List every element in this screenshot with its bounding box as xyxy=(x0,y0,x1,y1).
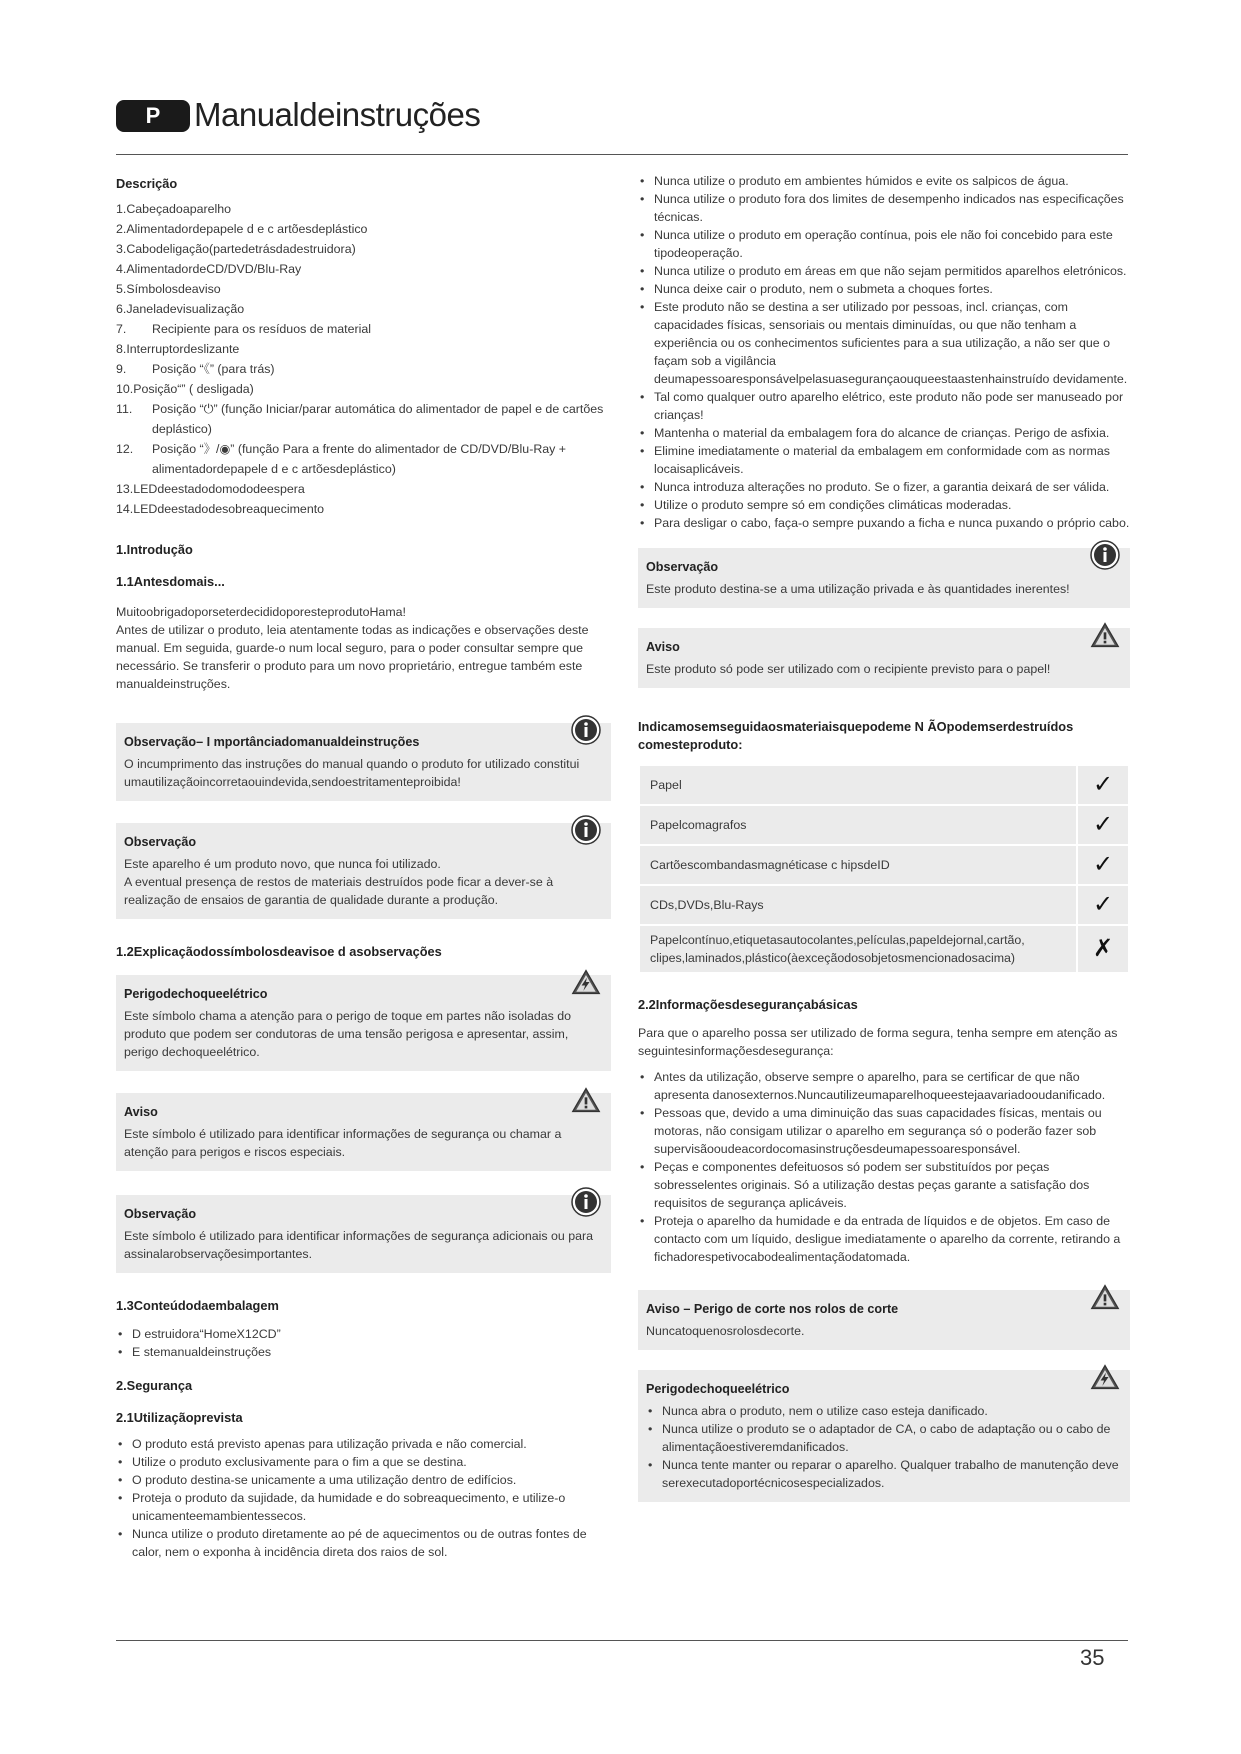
info-icon xyxy=(1090,540,1120,570)
warning-box xyxy=(116,1093,611,1171)
electric-shock-box xyxy=(116,975,611,1071)
info-icon xyxy=(571,715,601,745)
container-warning xyxy=(638,628,1130,688)
list-item: • O produto destina-se unicamente a uma utilização dentro de edifícios. xyxy=(116,1471,611,1489)
list-item: • Nunca utilize o produto em operação contínua, pois ele não foi concebido para este tipodeoperação. xyxy=(638,226,1130,262)
material-label: Papelcomagrafos xyxy=(640,806,1076,844)
warning-icon xyxy=(1090,620,1120,650)
shock-danger-box xyxy=(638,1370,1130,1502)
component-list-item: 13.LEDdeestadodomododeespera xyxy=(116,482,305,496)
box-text: Este símbolo é utilizado para identificar informações de segurança adicionais ou para assinalarobservaçõesimportantes. xyxy=(124,1229,594,1261)
allowed-mark: ✓ xyxy=(1078,806,1128,844)
symbols-heading: 1.2Explicaçãodossímbolosdeavisoe d asobservações xyxy=(116,944,442,959)
item-number: 9. xyxy=(116,362,127,376)
component-list-item xyxy=(116,439,611,479)
intro-heading: 1.Introdução xyxy=(116,542,193,557)
warning-icon xyxy=(571,1085,601,1115)
list-item: • Mantenha o material da embalagem fora do alcance de crianças. Perigo de asfixia. xyxy=(638,424,1130,442)
material-label: Cartõescombandasmagnéticase c hipsdeID xyxy=(640,846,1076,884)
basic-safety-intro: Para que o aparelho possa ser utilizado de forma segura, tenha sempre em atenção as seguintesinformaçõesdesegurança: xyxy=(638,1026,1118,1058)
list-item: • Nunca deixe cair o produto, nem o submeta a choques fortes. xyxy=(638,280,1130,298)
item-text: Posição “》/◉” (função Para a frente do alimentador de CD/DVD/Blu-Ray + alimentadordepapele d e c artõesdeplástico) xyxy=(152,442,567,476)
list-item: • O produto está previsto apenas para utilização privada e não comercial. xyxy=(116,1435,611,1453)
note-box-importance xyxy=(116,723,611,801)
intended-use-heading: 2.1Utilizaçãoprevista xyxy=(116,1410,243,1425)
allowed-mark: ✓ xyxy=(1078,886,1128,924)
component-list-item: 8.Interruptordeslizante xyxy=(116,342,240,356)
language-badge: P xyxy=(116,100,190,132)
safety-heading: 2.Segurança xyxy=(116,1378,193,1393)
note-text: O incumprimento das instruções do manual quando o produto for utilizado constitui umautilizaçãoincorretaouindevida,sendoestritamenteproibida! xyxy=(124,757,580,789)
electric-warning-icon xyxy=(1090,1362,1120,1392)
box-text: Este símbolo chama a atenção para o perigo de toque em partes não isoladas do produto que podem ser condutoras de uma tensão perigosa e apresentar, assim, perigo dechoqueelétrico. xyxy=(124,1009,572,1059)
material-label: Papelcontínuo,etiquetasautocolantes,películas,papeldejornal,cartão, clipes,laminados,plástico(àexceçãodosobjetosmencionadosacima) xyxy=(640,926,1076,972)
left-column xyxy=(116,175,611,1561)
materials-heading: Indicamosemseguidaosmateriaisquepodeme N ÃOpodemserdestruídos comesteproduto: xyxy=(638,719,1074,752)
page-header xyxy=(116,96,1128,156)
list-item: • Elimine imediatamente o material da embalagem em conformidade com as normas locaisaplicáveis. xyxy=(638,442,1130,478)
list-item: • Para desligar o cabo, faça-o sempre puxando a ficha e nunca puxando o próprio cabo. xyxy=(638,514,1130,532)
antes-heading: 1.1Antesdomais... xyxy=(116,574,225,589)
antes-thanks: MuitoobrigadoporseterdecididoporesteprodutoHama! xyxy=(116,605,406,619)
box-title: Aviso – Perigo de corte nos rolos de corte xyxy=(646,1302,899,1316)
top-divider xyxy=(116,154,1128,155)
item-text: Recipiente para os resíduos de material xyxy=(152,322,372,336)
item-text: Posição “《” (para trás) xyxy=(152,362,275,376)
list-item: • Nunca introduza alterações no produto. Se o fizer, a garantia deixará de ser válida. xyxy=(638,478,1130,496)
component-list-item: 3.Cabodeligação(partedetrásdadestruidora) xyxy=(116,242,356,256)
materials-table xyxy=(638,764,1130,974)
box-text: Este produto destina-se a uma utilização privada e às quantidades inerentes! xyxy=(646,582,1070,596)
safety-list xyxy=(638,172,1130,532)
page-title: Manualdeinstruções xyxy=(194,96,481,133)
component-list xyxy=(116,199,611,519)
list-item: • Nunca utilize o produto em áreas em que não sejam permitidos aparelhos eletrónicos. xyxy=(638,262,1130,280)
list-item: • Proteja o produto da sujidade, da humidade e do sobreaquecimento, e utilize-o unicamenteemambientessecos. xyxy=(116,1489,611,1525)
box-list xyxy=(646,1402,1122,1492)
list-item: • Este produto não se destina a ser utilizado por pessoas, incl. crianças, com capacidades físicas, sensoriais ou mentais diminuídas, ou que não tenham a experiência ou os conhecimentos suficientes para a sua utilização, a não ser que o façam sob a vigilância deumapessoaresponsávelpelasuasegurançaouqueestaastenhainstruído devidamente. xyxy=(638,298,1130,388)
table-row xyxy=(640,846,1128,884)
component-list-item: 1.Cabeçadoaparelho xyxy=(116,202,232,216)
info-icon xyxy=(571,815,601,845)
item-text: Posição “⏻” (função Iniciar/parar automática do alimentador de papel e de cartões deplástico) xyxy=(152,402,604,436)
list-item: • Nunca abra o produto, nem o utilize caso esteja danificado. xyxy=(646,1402,1122,1420)
list-item: • Peças e componentes defeituosos só podem ser substituídos por peças sobresselentes originais. Só a utilização destas peças garante a satisfação dos requisitos de segurança aplicáveis. xyxy=(638,1158,1130,1212)
box-title: Perigodechoqueelétrico xyxy=(646,1382,790,1396)
component-list-item xyxy=(116,359,611,379)
note-title: Observação– I mportânciadomanualdeinstruções xyxy=(124,735,420,749)
box-text: Este símbolo é utilizado para identificar informações de segurança ou chamar a atenção para perigos e riscos especiais. xyxy=(124,1127,562,1159)
not-allowed-mark: ✗ xyxy=(1078,926,1128,972)
descricao-heading: Descrição xyxy=(116,176,178,191)
contents-list xyxy=(116,1325,611,1361)
box-title: Perigodechoqueelétrico xyxy=(124,987,268,1001)
component-list-item: 2.Alimentadordepapele d e c artõesdeplástico xyxy=(116,222,368,236)
basic-safety-list xyxy=(638,1068,1130,1266)
cutting-warning-box xyxy=(638,1290,1130,1350)
box-text: Nuncatoquenosrolosdecorte. xyxy=(646,1324,805,1338)
list-item: • Pessoas que, devido a uma diminuição das suas capacidades físicas, mentais ou motoras, não consigam utilizar o aparelho em segurança só o poderão fazer sob supervisãooudeacordocomasinstruçõesdeumapessoaresponsável. xyxy=(638,1104,1130,1158)
list-item: • Proteja o aparelho da humidade e da entrada de líquidos e de objetos. Em caso de contacto com um líquido, desligue imediatamente o aparelho da corrente, retirando a fichadorespetivocabodealimentaçãodatomada. xyxy=(638,1212,1130,1266)
box-title: Observação xyxy=(646,560,719,574)
list-item: • E stemanualdeinstruções xyxy=(116,1343,611,1361)
component-list-item: 4.AlimentadordeCD/DVD/Blu-Ray xyxy=(116,262,302,276)
table-row xyxy=(640,806,1128,844)
item-number: 11. xyxy=(116,402,133,416)
component-list-item: 14.LEDdeestadodesobreaquecimento xyxy=(116,502,325,516)
component-list-item: 10.Posição“” ( desligada) xyxy=(116,382,254,396)
box-title: Aviso xyxy=(124,1105,158,1119)
warning-icon xyxy=(1090,1282,1120,1312)
material-label: CDs,DVDs,Blu-Rays xyxy=(640,886,1076,924)
allowed-mark: ✓ xyxy=(1078,766,1128,804)
private-use-note xyxy=(638,548,1130,608)
observation-box xyxy=(116,1195,611,1273)
list-item: • Utilize o produto sempre só em condições climáticas moderadas. xyxy=(638,496,1130,514)
component-list-item: 6.Janeladevisualização xyxy=(116,302,245,316)
list-item: • Tal como qualquer outro aparelho elétrico, este produto não pode ser manuseado por crianças! xyxy=(638,388,1130,424)
right-column xyxy=(638,172,1130,1502)
list-item: • Nunca tente manter ou reparar o aparelho. Qualquer trabalho de manutenção deve serexecutadoportécnicosespecializados. xyxy=(646,1456,1122,1492)
list-item: • Nunca utilize o produto em ambientes húmidos e evite os salpicos de água. xyxy=(638,172,1130,190)
list-item: • Nunca utilize o produto diretamente ao pé de aquecimentos ou de outras fontes de calor, nem o exponha à incidência direta dos raios de sol. xyxy=(116,1525,611,1561)
table-row xyxy=(640,766,1128,804)
list-item: • Nunca utilize o produto fora dos limites de desempenho indicados nas especificações técnicas. xyxy=(638,190,1130,226)
note-title: Observação xyxy=(124,835,197,849)
component-list-item: 5.Símbolosdeaviso xyxy=(116,282,221,296)
electric-warning-icon xyxy=(571,967,601,997)
info-icon xyxy=(571,1187,601,1217)
list-item: • Utilize o produto exclusivamente para o fim a que se destina. xyxy=(116,1453,611,1471)
basic-safety-heading: 2.2Informaçõesdesegurançabásicas xyxy=(638,997,858,1012)
note-box-new-product xyxy=(116,823,611,919)
item-number: 7. xyxy=(116,322,127,336)
material-label: Papel xyxy=(640,766,1076,804)
contents-heading: 1.3Conteúdodaembalagem xyxy=(116,1298,279,1313)
box-text: Este produto só pode ser utilizado com o recipiente previsto para o papel! xyxy=(646,662,1051,676)
list-item: • D estruidora“HomeX12CD” xyxy=(116,1325,611,1343)
component-list-item xyxy=(116,319,611,339)
table-row xyxy=(640,886,1128,924)
bottom-divider xyxy=(116,1640,1128,1641)
note-text: A eventual presença de restos de materiais destruídos pode ficar a dever-se à realização de ensaios de garantia de qualidade durante a produção. xyxy=(124,875,554,907)
box-title: Observação xyxy=(124,1207,197,1221)
item-number: 12. xyxy=(116,442,134,456)
intended-use-list xyxy=(116,1435,611,1561)
antes-paragraph: Antes de utilizar o produto, leia atentamente todas as indicações e observações deste manual. Em seguida, guarde-o num local seguro, para o poder consultar sempre que necessário. Se transferir o produto para um novo proprietário, entregue também este manualdeinstruções. xyxy=(116,623,589,691)
table-row xyxy=(640,926,1128,972)
note-text: Este aparelho é um produto novo, que nunca foi utilizado. xyxy=(124,857,441,871)
allowed-mark: ✓ xyxy=(1078,846,1128,884)
box-title: Aviso xyxy=(646,640,680,654)
list-item: • Nunca utilize o produto se o adaptador de CA, o cabo de adaptação ou o cabo de alimentaçãoestiveremdanificados. xyxy=(646,1420,1122,1456)
component-list-item xyxy=(116,399,611,439)
list-item: • Antes da utilização, observe sempre o aparelho, para se certificar de que não apresenta danosexternos.Nuncautilizeumaparelhoqueestejaavariadooudanificado. xyxy=(638,1068,1130,1104)
page-number: 35 xyxy=(1080,1645,1105,1670)
